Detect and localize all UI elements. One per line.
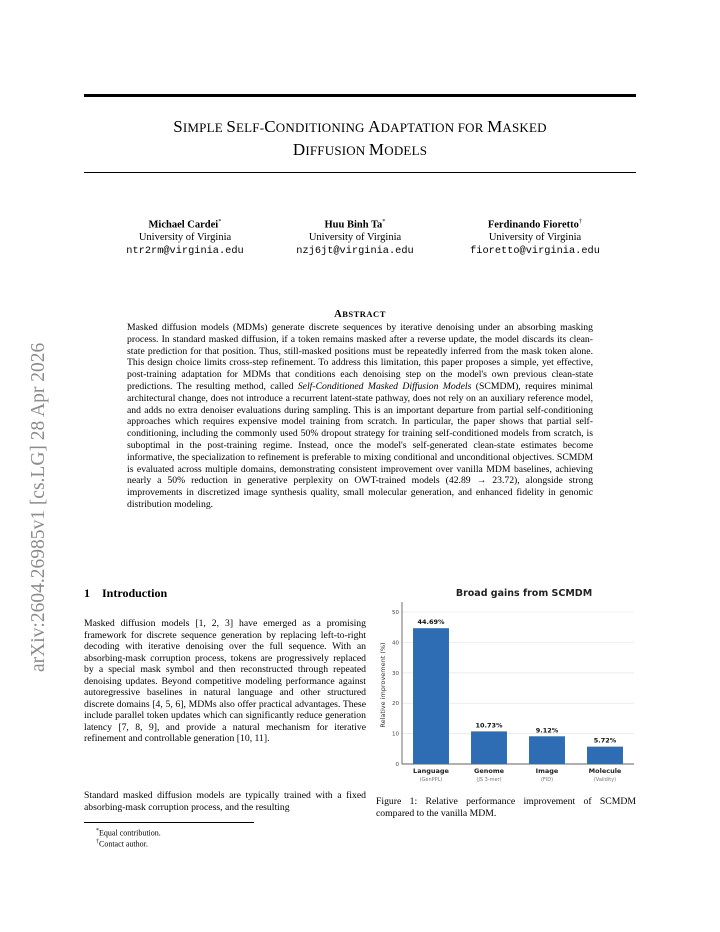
bar-value-label: 5.72% [593,736,617,745]
bar-language [413,628,449,764]
paper-title: SIMPLE SELF-CONDITIONING ADAPTATION FOR MASKED DIFFUSION MODELS [173,117,547,159]
footnote-contact: †Contact author. [96,839,148,849]
bar-value-label: 44.69% [417,618,445,627]
y-tick-label: 30 [392,670,399,677]
abstract-text: Masked diffusion models (MDMs) generate discrete sequences by iterative denoising under an absorbing masking process. In standard masked diffusion, if a token remains masked after a reverse update, the model discards its clean-state prediction for that position. Thus, still-masked positions must be repeatedly inferred from the mask token alone. This design choice limits cross-step refinement. To address this limitation, this paper proposes a simple, yet effective, post-training adaptation for MDMs that conditions each denoising step on the model's own previous clean-state predictions. The resulting method, called Self-Conditioned Masked Diffusion Models (SCMDM), requires minimal architectural change, does not introduce a recurrent latent-state pathway, does not rely on an auxiliary reference model, and adds no extra denoiser evaluations during sampling. This is an important departure from partial self-conditioning approaches which requires expensive model training from scratch. In particular, the paper shows that partial self-conditioning, including the commonly used 50% dropout strategy for training self-conditioned models from scratch, is suboptimal in the post-training regime. Instead, once the model's self-generated clean-state estimates become informative, the specialization to refinement is preferable to mixing conditional and unconditional objectives. SCMDM is evaluated across multiple domains, demonstrating consistent improvement over vanilla MDM baselines, achieving nearly a 50% reduction in generative perplexity on OWT-trained models (42.89 → 23.72), alongside strong improvements in discretized image synthesis quality, small molecular generation, and enhanced fidelity in genomic distribution modeling. [127,322,593,510]
x-tick-sublabel: (FID) [540,777,554,783]
intro-paragraph-1: Masked diffusion models [1, 2, 3] have emerged as a promising framework for discrete sequence generation by replacing left-to-right decoding with iterative denoising over the full sequence. With an absorbing-mask corruption process, tokens are progressively replaced by a special mask symbol and then reconstructed through repeated denoising updates. Beyond competitive modeling performance against autoregressive baselines in natural language and other structured discrete domains [4, 5, 6], MDMs also offer practical advantages. These include parallel token updates which can significantly reduce generation latency [7, 8, 9], and provide a natural mechanism for iterative refinement and controllable generation [10, 11]. [84,618,366,744]
bar-value-label: 10.73% [475,721,503,730]
bar-molecule [587,747,623,764]
figure-1-caption: Figure 1: Relative performance improvement of SCMDM compared to the vanilla MDM. [376,796,636,819]
bar-image [529,736,565,764]
x-tick-label: Image [535,767,559,775]
chart-title: Broad gains from SCMDM [455,588,593,599]
bar-value-label: 9.12% [535,726,559,735]
author-email[interactable]: nzj6jt@virginia.edu [296,244,414,257]
author-name: Huu Binh Ta* [324,218,386,231]
author-name: Ferdinando Fioretto† [487,218,583,231]
author-email[interactable]: ntr2rm@virginia.edu [126,244,244,257]
author-block [100,216,270,257]
author-affiliation: University of Virginia [308,232,402,243]
y-tick-label: 20 [392,701,399,708]
x-tick-label: Genome [473,767,505,775]
section-heading: 1 Introduction [84,586,168,600]
author-block [270,216,440,257]
author-email[interactable]: fioretto@virginia.edu [470,244,600,257]
y-tick-label: 50 [392,610,399,617]
x-tick-label: Molecule [588,767,622,775]
abstract-heading: ABSTRACT [334,309,386,320]
x-tick-sublabel: (JS 3-mer) [476,777,502,783]
author-name: Michael Cardei* [148,218,222,231]
arxiv-id-text: arXiv:2604.26985v1 [cs.LG] 28 Apr 2026 [28,342,49,672]
x-tick-label: Language [413,767,449,775]
figure-1-chart [376,584,638,784]
author-block [450,216,620,257]
author-affiliation: University of Virginia [488,232,582,243]
y-axis-label: Relative improvement (%) [379,642,387,728]
intro-paragraph-2: Standard masked diffusion models are typically trained with a fixed absorbing-mask corruption process, and the resulting [84,790,366,813]
arxiv-identifier [14,262,54,672]
title-top-rule [84,94,636,97]
x-tick-sublabel: (Validity) [593,777,617,783]
bar-genome [471,731,507,764]
y-tick-label: 10 [392,731,399,738]
author-affiliation: University of Virginia [138,232,232,243]
x-tick-sublabel: (GenPPL) [419,777,443,783]
footnote-equal-contribution: *Equal contribution. [96,828,161,838]
y-tick-label: 40 [392,640,399,647]
title-bottom-rule [84,172,636,173]
y-tick-label: 0 [395,762,399,768]
footnote-rule [84,822,254,823]
